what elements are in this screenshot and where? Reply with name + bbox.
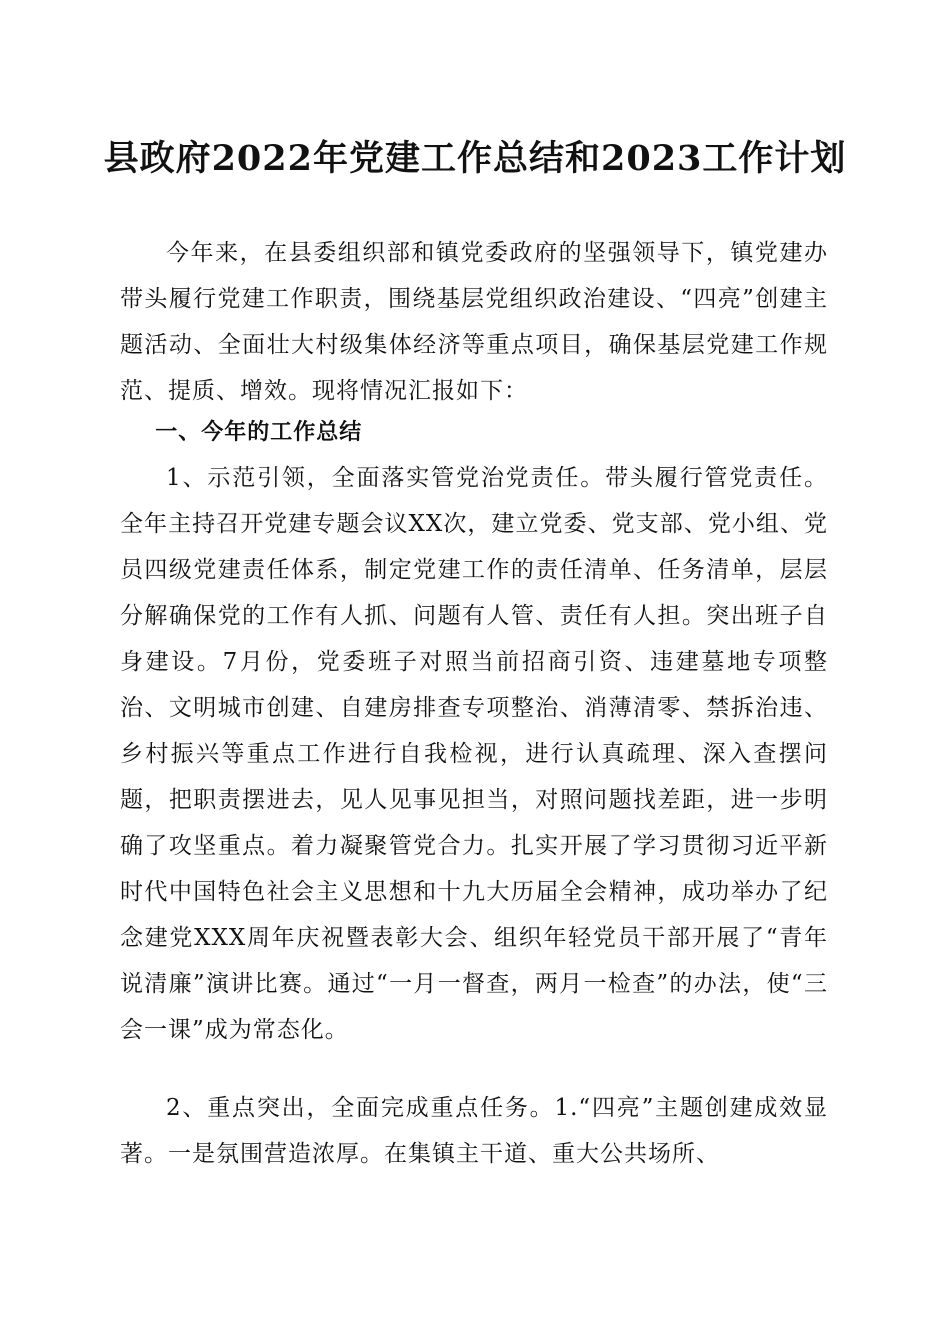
section-1-heading: 一、今年的工作总结 [155, 420, 363, 445]
section-1-paragraph-2: 2、重点突出，全面完成重点任务。1.“四亮”主题创建成效显著。一是氛围营造浓厚。在集镇主干道、重大公共场所、 [120, 1095, 828, 1167]
section-1-paragraph-2-block [120, 1085, 828, 1177]
section-1-paragraph-1-block [120, 455, 828, 1053]
section-1-paragraph-1: 1、示范引领，全面落实管党治党责任。带头履行管党责任。全年主持召开党建专题会议XX次，建立党委、党支部、党小组、党员四级党建责任体系，制定党建工作的责任清单、任务清单，层层分解确保党的工作有人抓、问题有人管、责任有人担。突出班子自身建设。7月份，党委班子对照当前招商引资、违建墓地专项整治、文明城市创建、自建房排查专项整治、消薄清零、禁拆治违、乡村振兴等重点工作进行自我检视，进行认真疏理、深入查摆问题，把职责摆进去，见人见事见担当，对照问题找差距，进一步明确了攻坚重点。着力凝聚管党合力。扎实开展了学习贯彻习近平新时代中国特色社会主义思想和十九大历届全会精神，成功举办了纪念建党XXX周年庆祝暨表彰大会、组织年轻党员干部开展了“青年说清廉”演讲比赛。通过“一月一督查，两月一检查”的办法，使“三会一课”成为常态化。 [120, 465, 828, 1043]
document-title: 县政府2022年党建工作总结和2023工作计划 [103, 138, 847, 179]
section-1-heading-block [120, 410, 828, 456]
intro-paragraph: 今年来，在县委组织部和镇党委政府的坚强领导下，镇党建办带头履行党建工作职责，围绕基层党组织政治建设、“四亮”创建主题活动、全面壮大村级集体经济等重点项目，确保基层党建工作规范、提质、增效。现将情况汇报如下： [120, 240, 828, 404]
intro-block [120, 230, 828, 414]
